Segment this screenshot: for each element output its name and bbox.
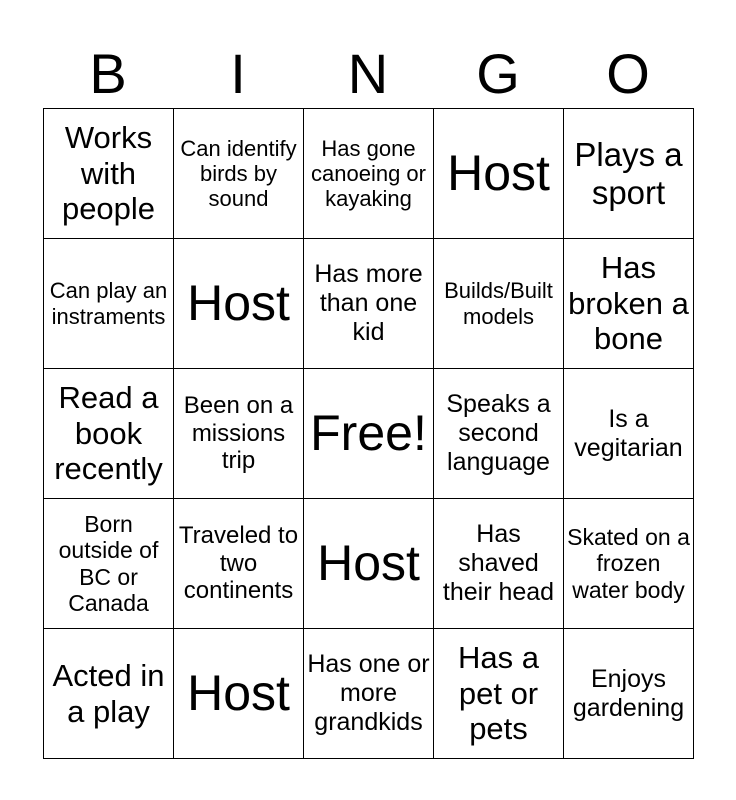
bingo-cell[interactable]: Host (174, 629, 304, 759)
header-letter-i: I (230, 42, 246, 105)
bingo-cell[interactable]: Host (174, 239, 304, 369)
bingo-cell[interactable]: Read a book recently (44, 369, 174, 499)
header-letter-n: N (347, 42, 389, 105)
header-letter-b: B (89, 42, 127, 105)
bingo-cell[interactable]: Has broken a bone (564, 239, 694, 369)
header-letter-g: G (476, 42, 520, 105)
bingo-cell[interactable]: Is a vegitarian (564, 369, 694, 499)
bingo-cell[interactable]: Has one or more grandkids (304, 629, 434, 759)
bingo-cell[interactable]: Has more than one kid (304, 239, 434, 369)
bingo-header (43, 40, 693, 108)
bingo-cell[interactable]: Host (434, 109, 564, 239)
bingo-cell[interactable]: Plays a sport (564, 109, 694, 239)
bingo-card (43, 108, 694, 759)
bingo-row (44, 109, 694, 239)
bingo-cell[interactable]: Has shaved their head (434, 499, 564, 629)
bingo-cell[interactable]: Acted in a play (44, 629, 174, 759)
bingo-cell[interactable]: Has gone canoeing or kayaking (304, 109, 434, 239)
bingo-row (44, 629, 694, 759)
bingo-cell[interactable]: Been on a missions trip (174, 369, 304, 499)
bingo-cell[interactable]: Skated on a frozen water body (564, 499, 694, 629)
bingo-row (44, 499, 694, 629)
bingo-cell[interactable]: Traveled to two continents (174, 499, 304, 629)
bingo-cell[interactable]: Builds/Built models (434, 239, 564, 369)
header-letter-o: O (606, 42, 650, 105)
bingo-row (44, 369, 694, 499)
bingo-cell[interactable]: Can play an instraments (44, 239, 174, 369)
bingo-cell[interactable]: Has a pet or pets (434, 629, 564, 759)
bingo-cell[interactable]: Speaks a second language (434, 369, 564, 499)
bingo-cell[interactable]: Works with people (44, 109, 174, 239)
bingo-cell[interactable]: Born outside of BC or Canada (44, 499, 174, 629)
bingo-row (44, 239, 694, 369)
free-space[interactable]: Free! (304, 369, 434, 499)
bingo-cell[interactable]: Enjoys gardening (564, 629, 694, 759)
bingo-cell[interactable]: Can identify birds by sound (174, 109, 304, 239)
bingo-cell[interactable]: Host (304, 499, 434, 629)
